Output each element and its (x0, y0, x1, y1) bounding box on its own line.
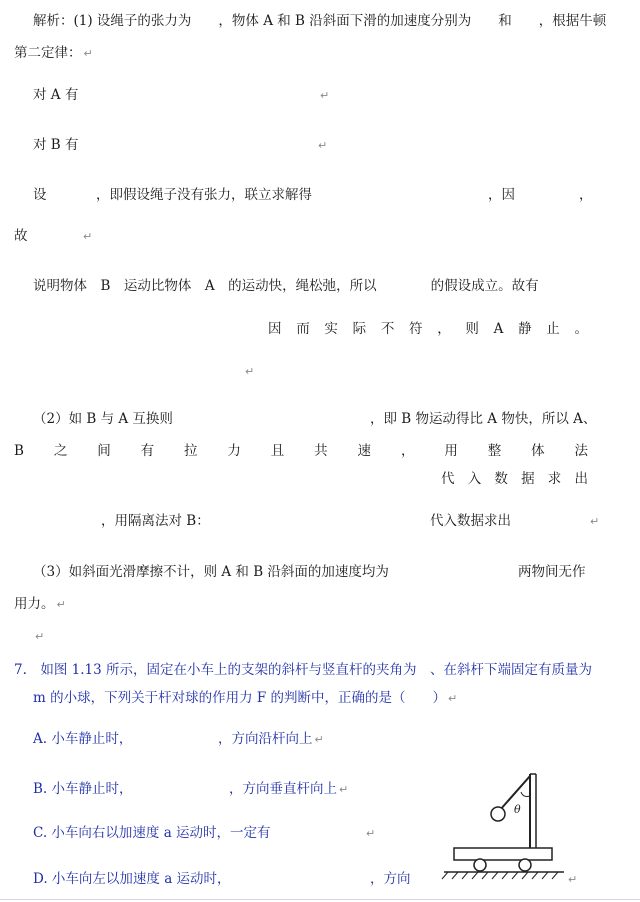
option-d-tail: ，方向 (370, 871, 411, 887)
p3-line2: 用力。 ↵ (14, 596, 66, 612)
contradict-line: 因 而 实 际 不 符 ， 则 A 静 止 。 (268, 321, 588, 337)
para-mark: ↵ (318, 139, 328, 152)
page-bottom-border (0, 899, 640, 900)
comma-text: ， (579, 187, 593, 203)
assume-set: 设 (33, 187, 47, 203)
explain-line: 说明物体 B 运动比物体 A 的运动快，绳松弛，所以 的假设成立。故有 (33, 278, 539, 294)
cart-body (454, 848, 552, 860)
q7-stem-line2: m 的小球，下列关于杆对球的作用力 F 的判断中，正确的是（ ） ↵ (33, 690, 458, 706)
para-mark: ↵ (320, 89, 330, 102)
eq-b-label: 对 B 有 (33, 137, 79, 153)
ball (491, 807, 505, 821)
p1-line1: 解析：(1) 设绳子的张力为 ，物体 A 和 B 沿斜面下滑的加速度分别为 和 ，根据牛顿 (33, 13, 607, 29)
option-c[interactable]: C. 小车向右以加速度 a 运动时，一定有 (33, 825, 271, 841)
para-mark: ↵ (590, 515, 600, 528)
because-text: ，因 (488, 187, 515, 203)
eq-a-label: 对 A 有 (33, 87, 79, 103)
option-b-tail: ，方向垂直杆向上 ↵ (229, 781, 349, 797)
p2-sub-line: 代 入 数 据 求 出 (441, 471, 588, 487)
para-mark: ↵ (35, 630, 45, 643)
p3-line1-right: 两物间无作 (518, 564, 586, 580)
para-mark: ↵ (83, 230, 93, 243)
assume-text: ，即假设绳子没有张力，联立求解得 (96, 187, 312, 203)
para-mark: ↵ (366, 827, 376, 840)
p2-line1-left: （2）如 B 与 A 互换则 (33, 411, 173, 427)
cart-wheel-right (519, 859, 531, 871)
p3-line1: （3）如斜面光滑摩擦不计，则 A 和 B 沿斜面的加速度均为 (33, 564, 389, 580)
cart-figure (430, 768, 570, 888)
angle-theta: θ (514, 803, 521, 816)
therefore-text: 故 (14, 228, 28, 244)
para-mark: ↵ (245, 365, 255, 378)
option-d[interactable]: D. 小车向左以加速度 a 运动时， (33, 871, 231, 887)
cart-wheel-left (474, 859, 486, 871)
ground-hatch (442, 872, 558, 879)
para-mark: ↵ (83, 47, 93, 60)
option-a-tail: ，方向沿杆向上 ↵ (218, 731, 324, 747)
p1-line2: 第二定律： ↵ (14, 45, 93, 61)
q7-stem-line1: 7. 如图 1.13 所示，固定在小车上的支架的斜杆与竖直杆的夹角为 、在斜杆下端固定有质量为 (14, 662, 593, 678)
option-a[interactable]: A. 小车静止时， (33, 731, 133, 747)
p2-iso-right: 代入数据求出 (430, 513, 511, 529)
p2-spread-line: B 之 间 有 拉 力 且 共 速 ， 用 整 体 法 (14, 443, 588, 459)
para-mark: ↵ (568, 873, 578, 886)
option-b[interactable]: B. 小车静止时， (33, 781, 133, 797)
p2-iso-text: ，用隔离法对 B： (101, 513, 210, 529)
angle-arc (521, 792, 530, 797)
p2-line1-right: ，即 B 物运动得比 A 物快，所以 A、 (370, 411, 597, 427)
